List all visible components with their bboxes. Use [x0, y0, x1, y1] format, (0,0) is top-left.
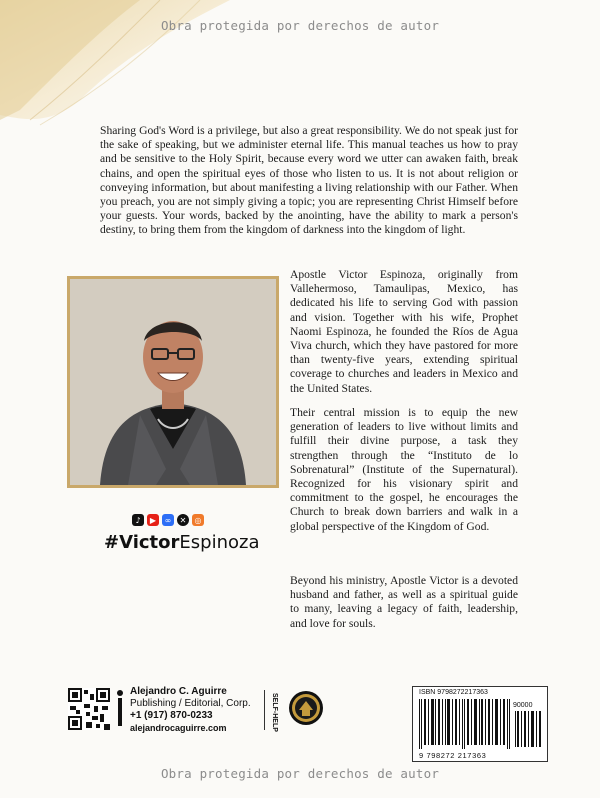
- social-icons: [132, 514, 204, 526]
- publisher-name: Alejandro C. Aguirre: [130, 686, 227, 697]
- price-barcode-bars: [515, 711, 541, 747]
- meta-icon[interactable]: ∞: [162, 514, 174, 526]
- x-icon[interactable]: ✕: [177, 514, 189, 526]
- author-photo: [67, 276, 279, 488]
- publisher-website: alejandrocaguirre.com: [130, 723, 227, 733]
- author-bio-paragraph: Beyond his ministry, Apostle Victor is a devoted husband and father, as well as a spiritual guide to many, leaving a legacy of faith, leadership, and love for souls.: [290, 574, 518, 630]
- author-bio-paragraph: Their central mission is to equip the new generation of leaders to live without limits and fulfill their divine purpose, a task they strengthen through the “Instituto de lo Sobrenatural” (Institute of the Supernatural). Recognized for his visionary spirit and commitment to the gospel, he encourages the Church to break down barriers and walk in a global perspective of the Kingdom of God.: [290, 406, 518, 533]
- author-hashtag: [104, 532, 259, 553]
- price-code: 90000: [513, 702, 533, 709]
- isbn-barcode: [412, 686, 548, 762]
- hashtag-bold: #Victor: [104, 532, 180, 553]
- publisher-seal-icon: [288, 690, 324, 726]
- publisher-phone: +1 (917) 870-0233: [130, 710, 213, 721]
- publisher-subtitle: Publishing / Editorial, Corp.: [130, 698, 251, 709]
- back-cover-blurb: Sharing God's Word is a privilege, but also a great responsibility. We do not speak just for the sake of speaking, but we administer eternal life. This manual teaches us how to pray and be sensitive to the Holy Spirit, because every word we utter can awaken faith, break chains, and open the spiritual eyes of those who listen to us. It is not about religion or conveying information, but about manifesting a living relationship with our Father. When you preach, you are not simply giving a topic; you are representing Christ Himself before your guests. Your words, backed by the anointing, have the ability to mark a person's destiny, to bring them from the kingdom of darkness into the kingdom of light.: [100, 124, 518, 237]
- hashtag-rest: Espinoza: [179, 532, 260, 553]
- author-bio-paragraph: Apostle Victor Espinoza, originally from Vallehermoso, Tamaulipas, Mexico, has dedicated his life to serving God with passion and vision. Together with his wife, Prophet Naomi Espinoza, he founded the Ríos de Agua Viva church, which they have pastored for more than twenty-five years, extending spiritual coverage to churches and leaders in Mexico and the United States.: [290, 268, 518, 395]
- genre-label-text: SELF-HELP: [271, 693, 278, 732]
- instagram-icon[interactable]: ◎: [192, 514, 204, 526]
- publisher-info: [130, 686, 251, 734]
- tiktok-icon[interactable]: ♪: [132, 514, 144, 526]
- publisher-logo-icon: [116, 688, 124, 728]
- youtube-icon[interactable]: ▶: [147, 514, 159, 526]
- watermark-bottom: Obra protegida por derechos de autor: [160, 766, 440, 781]
- isbn-label: ISBN 9798272217363: [419, 689, 488, 696]
- barcode-bars: [419, 699, 511, 749]
- barcode-digits: 9 798272 217363: [419, 751, 487, 760]
- watermark-top: Obra protegida por derechos de autor: [160, 18, 440, 33]
- qr-code-icon: [68, 688, 110, 730]
